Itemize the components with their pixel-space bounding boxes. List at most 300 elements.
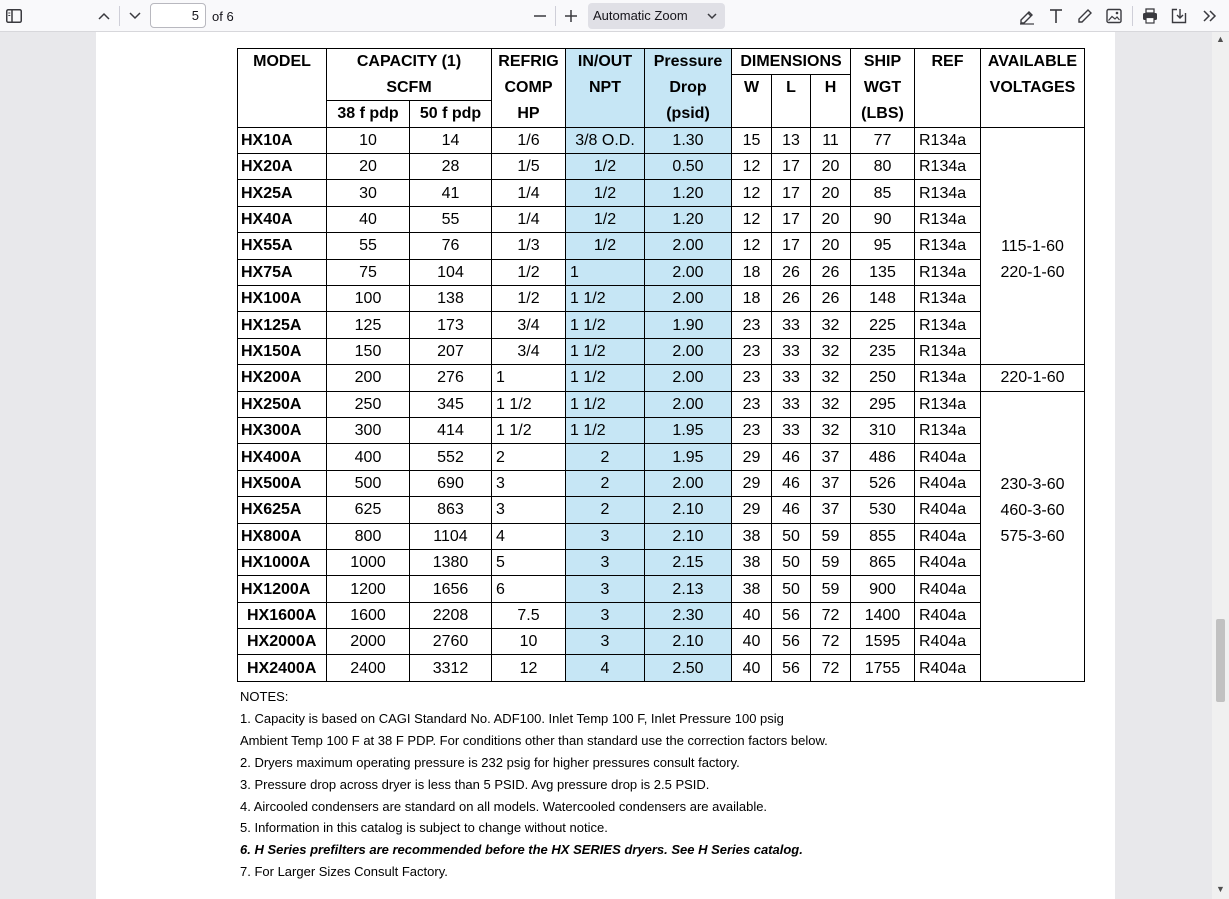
cell-inout-npt: 1 1/2 [566,391,645,417]
cell-capacity-50: 1656 [410,576,492,602]
cell-capacity-50: 552 [410,444,492,470]
cell-ref: R404a [915,655,981,681]
cell-inout-npt: 1 1/2 [566,365,645,391]
cell-ref: R134a [915,154,981,180]
cell-capacity-38: 30 [327,180,410,206]
cell-pressure-drop: 2.10 [645,523,732,549]
cell-ref: R404a [915,470,981,496]
sidebar-toggle-icon[interactable] [4,6,24,26]
cell-capacity-38: 625 [327,497,410,523]
cell-model: HX800A [238,523,327,549]
cell-dim-w: 38 [732,549,772,575]
cell-pressure-drop: 2.10 [645,497,732,523]
table-body [238,127,1085,681]
cell-ship-weight: 148 [851,286,915,312]
cell-pressure-drop: 2.00 [645,470,732,496]
cell-inout-npt: 1 1/2 [566,417,645,443]
note-1b: Ambient Temp 100 F at 38 F PDP. For conditions other than standard use the correction factors below. [240,732,828,748]
cell-pressure-drop: 2.00 [645,259,732,285]
cell-capacity-50: 28 [410,154,492,180]
notes-section [240,686,828,883]
pdf-page [96,32,1115,899]
header-refrig-1: REFRIG [492,49,566,75]
cell-capacity-50: 863 [410,497,492,523]
header-ship-1: SHIP [851,49,915,75]
header-capacity: CAPACITY (1) [327,49,492,75]
cell-inout-npt: 3 [566,602,645,628]
toolbar-divider [1132,6,1133,26]
cell-model: HX125A [238,312,327,338]
cell-dim-l: 56 [772,655,811,681]
cell-dim-l: 56 [772,602,811,628]
cell-dim-h: 37 [811,497,851,523]
cell-refrig-hp: 1/3 [492,233,566,259]
cell-capacity-50: 104 [410,259,492,285]
cell-dim-l: 46 [772,470,811,496]
table-row [238,523,1085,549]
cell-capacity-50: 1104 [410,523,492,549]
voltage-option: 460-3-60 [1000,501,1065,519]
cell-ship-weight: 865 [851,549,915,575]
cell-ref: R134a [915,127,981,153]
cell-inout-npt: 2 [566,444,645,470]
pdf-toolbar [0,0,1229,32]
cell-refrig-hp: 12 [492,655,566,681]
cell-dim-l: 17 [772,154,811,180]
cell-capacity-50: 138 [410,286,492,312]
table-row [238,470,1085,496]
cell-dim-w: 18 [732,259,772,285]
cell-model: HX1600A [238,602,327,628]
table-row [238,206,1085,232]
cell-refrig-hp: 1 [492,365,566,391]
specifications-table [237,48,1085,682]
cell-capacity-50: 414 [410,417,492,443]
cell-capacity-38: 40 [327,206,410,232]
cell-capacity-38: 200 [327,365,410,391]
cell-refrig-hp: 3/4 [492,338,566,364]
cell-capacity-50: 690 [410,470,492,496]
cell-model: HX100A [238,286,327,312]
cell-dim-l: 50 [772,549,811,575]
cell-ref: R404a [915,497,981,523]
cell-dim-h: 32 [811,312,851,338]
cell-dim-w: 15 [732,127,772,153]
cell-pressure-drop: 1.90 [645,312,732,338]
cell-model: HX75A [238,259,327,285]
cell-dim-l: 33 [772,338,811,364]
cell-dim-w: 23 [732,312,772,338]
cell-capacity-38: 250 [327,391,410,417]
cell-dim-h: 32 [811,417,851,443]
previous-page-icon[interactable] [94,6,114,26]
cell-ref: R404a [915,602,981,628]
cell-inout-npt: 2 [566,470,645,496]
table-row [238,417,1085,443]
cell-capacity-50: 1380 [410,549,492,575]
voltage-option: 115-1-60 [1001,237,1064,255]
cell-dim-h: 37 [811,444,851,470]
voltage-option: 220-1-60 [1000,264,1065,282]
cell-model: HX2000A [238,629,327,655]
cell-ref: R134a [915,180,981,206]
header-dim-h: H [811,75,851,127]
table-row [238,444,1085,470]
cell-capacity-38: 800 [327,523,410,549]
cell-dim-h: 72 [811,602,851,628]
toolbar-divider [119,6,120,26]
cell-refrig-hp: 1 1/2 [492,417,566,443]
header-voltages-2: VOLTAGES [981,75,1085,101]
cell-dim-w: 12 [732,180,772,206]
cell-capacity-50: 14 [410,127,492,153]
cell-dim-h: 26 [811,286,851,312]
header-ship-2: WGT [851,75,915,101]
next-page-icon[interactable] [125,6,145,26]
cell-refrig-hp: 1 1/2 [492,391,566,417]
cell-ref: R134a [915,338,981,364]
cell-dim-w: 23 [732,338,772,364]
cell-ref: R134a [915,391,981,417]
note-2: 2. Dryers maximum operating pressure is 232 psig for higher pressures consult factory. [240,754,740,770]
cell-ref: R404a [915,549,981,575]
cell-capacity-50: 173 [410,312,492,338]
cell-dim-w: 38 [732,523,772,549]
table-row [238,127,1085,153]
image-tool-icon[interactable] [1104,6,1124,26]
table-row [238,497,1085,523]
table-header-row [238,49,1085,75]
note-6: 6. H Series prefilters are recommended before the HX SERIES dryers. See H Series catalog. [240,842,803,858]
page-number-input[interactable] [150,3,206,28]
cell-ship-weight: 90 [851,206,915,232]
cell-ship-weight: 235 [851,338,915,364]
cell-pressure-drop: 2.30 [645,602,732,628]
voltage-option: 230-3-60 [1000,475,1065,493]
highlight-icon[interactable] [1017,6,1037,26]
header-dim-w: W [732,75,772,127]
cell-ref: R134a [915,365,981,391]
scrollbar-thumb[interactable] [1216,619,1225,702]
table-row [238,180,1085,206]
cell-dim-w: 23 [732,365,772,391]
header-inout-1: IN/OUT [566,49,645,75]
cell-capacity-38: 1600 [327,602,410,628]
cell-inout-npt: 3 [566,629,645,655]
cell-capacity-50: 3312 [410,655,492,681]
note-1a: 1. Capacity is based on CAGI Standard No. ADF100. Inlet Temp 100 F, Inlet Pressure 100 psig [240,710,784,726]
cell-inout-npt: 1/2 [566,154,645,180]
cell-dim-w: 29 [732,444,772,470]
cell-dim-l: 17 [772,206,811,232]
cell-dim-l: 33 [772,391,811,417]
draw-icon[interactable] [1075,6,1095,26]
cell-inout-npt: 3/8 O.D. [566,127,645,153]
cell-pressure-drop: 2.15 [645,549,732,575]
cell-capacity-38: 100 [327,286,410,312]
cell-dim-w: 29 [732,497,772,523]
cell-ship-weight: 900 [851,576,915,602]
cell-capacity-38: 10 [327,127,410,153]
header-pressure-1: Pressure [645,49,732,75]
header-inout-blank [566,101,645,127]
cell-dim-h: 20 [811,154,851,180]
cell-ship-weight: 135 [851,259,915,285]
cell-inout-npt: 1 [566,259,645,285]
toolbar-divider [555,6,556,26]
cell-inout-npt: 1/2 [566,180,645,206]
cell-model: HX1000A [238,549,327,575]
cell-dim-w: 40 [732,655,772,681]
cell-dim-h: 32 [811,338,851,364]
scroll-up-icon[interactable]: ▲ [1216,34,1225,44]
note-4: 4. Aircooled condensers are standard on all models. Watercooled condensers are available. [240,798,768,814]
cell-ship-weight: 77 [851,127,915,153]
cell-dim-l: 46 [772,444,811,470]
zoom-select-value: Automatic Zoom [593,8,688,23]
more-tools-icon[interactable] [1200,6,1220,26]
cell-dim-w: 40 [732,629,772,655]
cell-model: HX2400A [238,655,327,681]
cell-ref: R134a [915,312,981,338]
cell-dim-w: 23 [732,417,772,443]
cell-refrig-hp: 2 [492,444,566,470]
cell-refrig-hp: 1/5 [492,154,566,180]
cell-dim-h: 20 [811,233,851,259]
header-voltages-1: AVAILABLE [981,49,1085,75]
cell-dim-l: 17 [772,233,811,259]
cell-dim-h: 59 [811,523,851,549]
table-row [238,312,1085,338]
cell-dim-l: 56 [772,629,811,655]
cell-capacity-38: 1000 [327,549,410,575]
cell-refrig-hp: 3/4 [492,312,566,338]
cell-capacity-50: 345 [410,391,492,417]
table-row [238,576,1085,602]
cell-dim-l: 33 [772,417,811,443]
cell-refrig-hp: 10 [492,629,566,655]
cell-dim-h: 59 [811,576,851,602]
cell-ref: R134a [915,259,981,285]
cell-pressure-drop: 1.20 [645,180,732,206]
note-7: 7. For Larger Sizes Consult Factory. [240,864,448,880]
cell-pressure-drop: 2.50 [645,655,732,681]
cell-dim-l: 26 [772,259,811,285]
cell-inout-npt: 3 [566,549,645,575]
table-row [238,286,1085,312]
cell-ref: R404a [915,444,981,470]
cell-ship-weight: 95 [851,233,915,259]
cell-capacity-38: 2000 [327,629,410,655]
cell-inout-npt: 1/2 [566,233,645,259]
cell-model: HX400A [238,444,327,470]
header-cap-38: 38 f pdp [327,101,410,127]
cell-capacity-38: 55 [327,233,410,259]
cell-dim-w: 29 [732,470,772,496]
document-viewer [0,32,1229,899]
cell-ref: R134a [915,206,981,232]
save-icon[interactable] [1169,6,1189,26]
cell-dim-l: 50 [772,523,811,549]
header-dimensions: DIMENSIONS [732,49,851,75]
cell-pressure-drop: 2.00 [645,365,732,391]
cell-ship-weight: 1595 [851,629,915,655]
cell-capacity-38: 20 [327,154,410,180]
table-row [238,338,1085,364]
cell-model: HX500A [238,470,327,496]
cell-capacity-38: 125 [327,312,410,338]
cell-inout-npt: 3 [566,523,645,549]
cell-ref: R404a [915,629,981,655]
cell-pressure-drop: 1.95 [645,444,732,470]
cell-model: HX10A [238,127,327,153]
cell-voltages-group-1 [981,127,1085,365]
cell-ref: R134a [915,417,981,443]
cell-ship-weight: 1400 [851,602,915,628]
cell-model: HX55A [238,233,327,259]
cell-dim-h: 32 [811,391,851,417]
header-pressure-3: (psid) [645,101,732,127]
cell-pressure-drop: 2.00 [645,233,732,259]
cell-model: HX40A [238,206,327,232]
cell-refrig-hp: 4 [492,523,566,549]
cell-dim-w: 40 [732,602,772,628]
table-row [238,602,1085,628]
cell-refrig-hp: 3 [492,470,566,496]
cell-dim-l: 50 [772,576,811,602]
text-tool-icon[interactable] [1046,6,1066,26]
cell-capacity-38: 150 [327,338,410,364]
cell-ship-weight: 530 [851,497,915,523]
cell-ship-weight: 225 [851,312,915,338]
header-model: MODEL [238,49,327,128]
table-row [238,391,1085,417]
cell-capacity-50: 2760 [410,629,492,655]
cell-capacity-50: 276 [410,365,492,391]
cell-ref: R134a [915,286,981,312]
cell-dim-h: 59 [811,549,851,575]
cell-dim-l: 33 [772,312,811,338]
zoom-in-icon[interactable] [561,6,581,26]
cell-ship-weight: 295 [851,391,915,417]
table-row [238,154,1085,180]
cell-dim-l: 17 [772,180,811,206]
cell-dim-h: 72 [811,629,851,655]
cell-ship-weight: 855 [851,523,915,549]
cell-pressure-drop: 2.00 [645,338,732,364]
vertical-scrollbar[interactable] [1212,32,1229,899]
cell-capacity-50: 76 [410,233,492,259]
cell-ship-weight: 310 [851,417,915,443]
cell-dim-h: 20 [811,180,851,206]
cell-model: HX250A [238,391,327,417]
scroll-down-icon[interactable]: ▼ [1216,884,1225,894]
cell-capacity-50: 207 [410,338,492,364]
header-pressure-2: Drop [645,75,732,101]
cell-pressure-drop: 1.95 [645,417,732,443]
cell-model: HX25A [238,180,327,206]
cell-capacity-50: 2208 [410,602,492,628]
print-icon[interactable] [1140,6,1160,26]
table-row [238,365,1085,391]
table-row [238,259,1085,285]
cell-dim-w: 38 [732,576,772,602]
zoom-select[interactable] [588,3,725,29]
cell-refrig-hp: 7.5 [492,602,566,628]
cell-model: HX300A [238,417,327,443]
cell-dim-w: 12 [732,206,772,232]
cell-dim-w: 12 [732,154,772,180]
cell-dim-h: 32 [811,365,851,391]
cell-inout-npt: 4 [566,655,645,681]
cell-refrig-hp: 1/2 [492,286,566,312]
cell-dim-l: 46 [772,497,811,523]
cell-dim-w: 12 [732,233,772,259]
cell-refrig-hp: 1/2 [492,259,566,285]
cell-ref: R404a [915,523,981,549]
cell-pressure-drop: 1.20 [645,206,732,232]
note-3: 3. Pressure drop across dryer is less than 5 PSID. Avg pressure drop is 2.5 PSID. [240,776,710,792]
cell-capacity-38: 75 [327,259,410,285]
cell-voltages-group-2 [981,365,1085,391]
cell-refrig-hp: 5 [492,549,566,575]
note-5: 5. Information in this catalog is subject to change without notice. [240,820,608,836]
cell-dim-h: 72 [811,655,851,681]
cell-inout-npt: 3 [566,576,645,602]
header-refrig-2: COMP [492,75,566,101]
cell-model: HX625A [238,497,327,523]
cell-model: HX200A [238,365,327,391]
voltage-option: 220-1-60 [1000,369,1065,387]
cell-ship-weight: 1755 [851,655,915,681]
cell-dim-l: 13 [772,127,811,153]
cell-capacity-38: 2400 [327,655,410,681]
table-row [238,655,1085,681]
header-inout-2: NPT [566,75,645,101]
cell-refrig-hp: 3 [492,497,566,523]
header-ship-3: (LBS) [851,101,915,127]
cell-dim-h: 20 [811,206,851,232]
cell-dim-l: 33 [772,365,811,391]
page-count-label: of 6 [212,9,234,24]
cell-inout-npt: 1/2 [566,206,645,232]
cell-ref: R134a [915,233,981,259]
cell-refrig-hp: 1/4 [492,206,566,232]
header-ref: REF [915,49,981,128]
header-voltages-blank [981,101,1085,127]
cell-capacity-50: 41 [410,180,492,206]
cell-capacity-38: 500 [327,470,410,496]
cell-pressure-drop: 2.13 [645,576,732,602]
cell-pressure-drop: 1.30 [645,127,732,153]
cell-capacity-50: 55 [410,206,492,232]
zoom-out-icon[interactable] [530,6,550,26]
cell-dim-h: 26 [811,259,851,285]
cell-ship-weight: 85 [851,180,915,206]
cell-inout-npt: 2 [566,497,645,523]
cell-pressure-drop: 2.00 [645,391,732,417]
cell-dim-h: 11 [811,127,851,153]
cell-model: HX1200A [238,576,327,602]
cell-refrig-hp: 1/6 [492,127,566,153]
voltage-option: 575-3-60 [1000,528,1065,546]
cell-capacity-38: 300 [327,417,410,443]
cell-dim-h: 37 [811,470,851,496]
header-scfm: SCFM [327,75,492,101]
cell-dim-l: 26 [772,286,811,312]
cell-capacity-38: 1200 [327,576,410,602]
cell-dim-w: 23 [732,391,772,417]
